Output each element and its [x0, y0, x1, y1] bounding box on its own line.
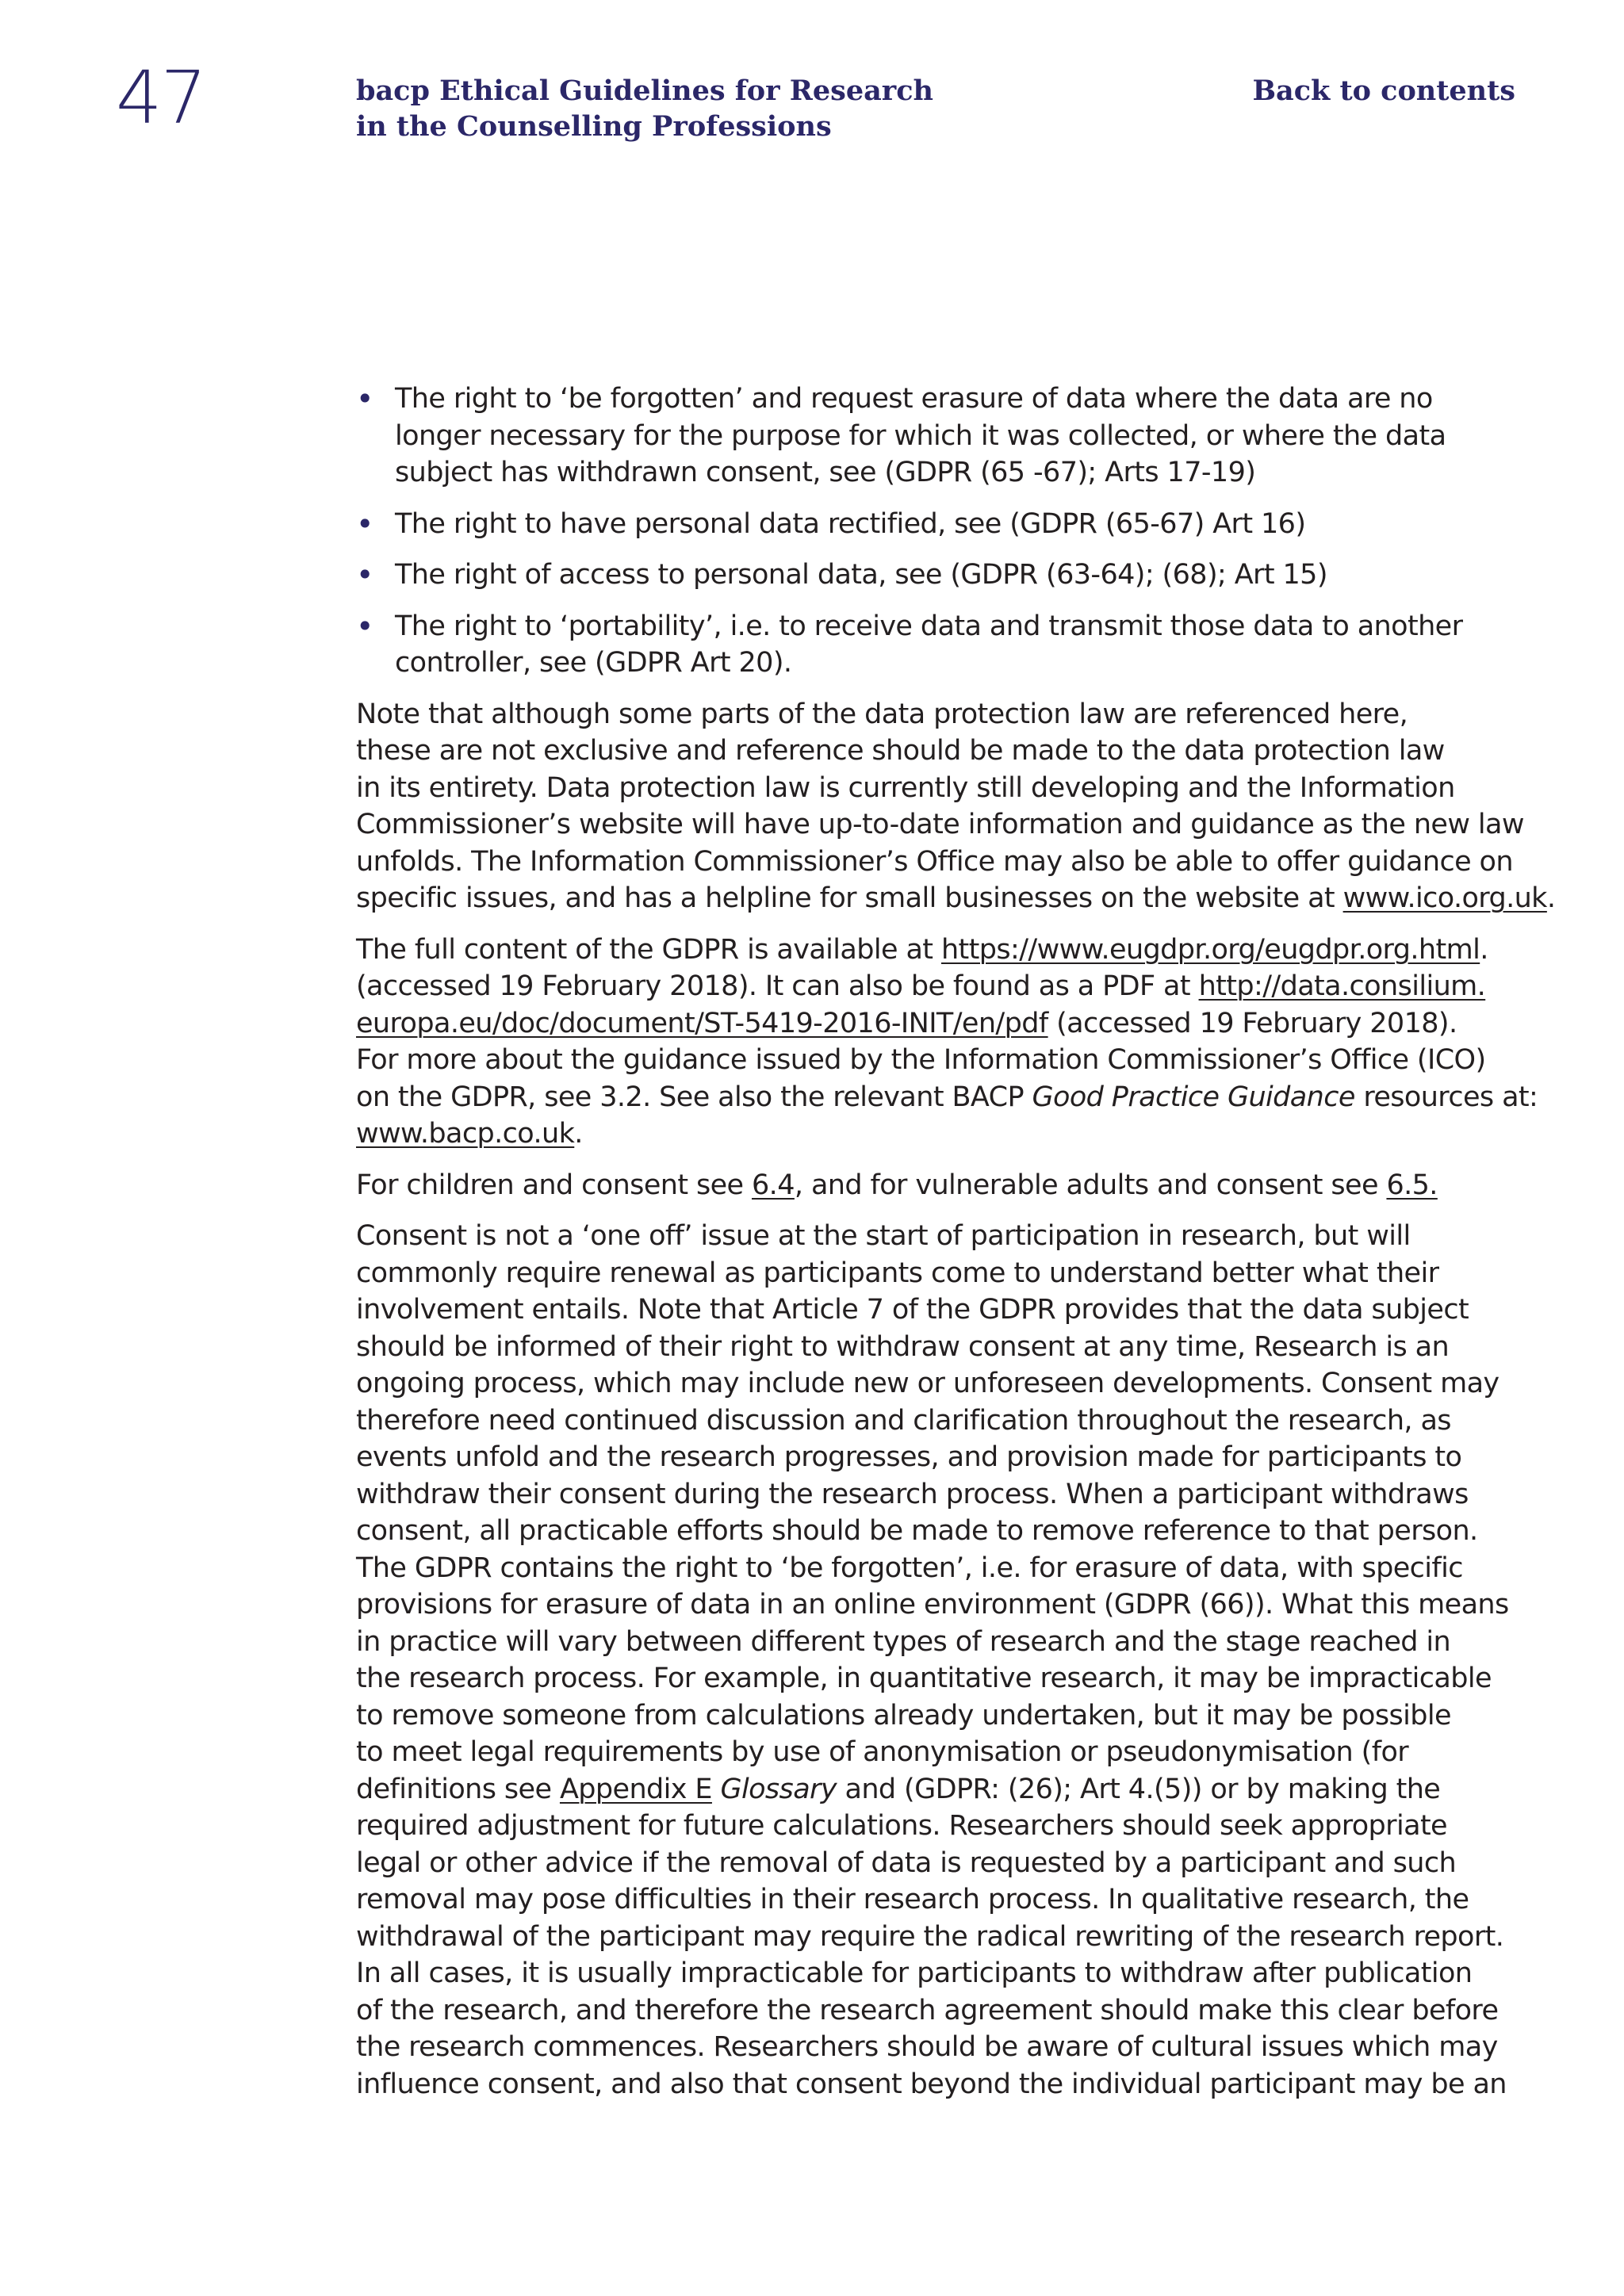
page-number: 47: [116, 55, 206, 140]
text-line: required adjustment for future calculations. Researchers should seek appropriate: [356, 1810, 1447, 1842]
text-line: of the research, and therefore the research agreement should make this clear before: [356, 1994, 1499, 2026]
paragraph-data-protection-note: [356, 696, 1556, 917]
text-line: provisions for erasure of data in an online environment (GDPR (66)). What this means: [356, 1589, 1509, 1621]
paragraph-gdpr-sources: [356, 932, 1538, 1153]
text-line: to remove someone from calculations already undertaken, but it may be possible: [356, 1699, 1451, 1732]
bullet-line: • The right of access to personal data, see (GDPR (63-64); (68); Art 15): [395, 559, 1327, 591]
text-line: The GDPR contains the right to ‘be forgotten’, i.e. for erasure of data, with specific: [356, 1552, 1463, 1584]
text-line: [356, 880, 1556, 917]
eugdpr-link[interactable]: https://www.eugdpr.org/eugdpr.org.html: [940, 933, 1480, 966]
text-line: [356, 1079, 1538, 1116]
text-line: the research commences. Researchers should be aware of cultural issues which may: [356, 2031, 1498, 2063]
text-fragment: The full content of the GDPR is available at: [356, 933, 941, 966]
text-line: influence consent, and also that consent beyond the individual participant may be an: [356, 2068, 1507, 2100]
section-6-4-link[interactable]: 6.4: [752, 1169, 795, 1201]
text-line: [356, 1771, 1522, 1808]
text-line: Commissioner’s website will have up-to-date information and guidance as the new law: [356, 809, 1524, 840]
text-line: to meet legal requirements by use of anonymisation or pseudonymisation (for: [356, 1736, 1409, 1768]
text-line: withdraw their consent during the research process. When a participant withdraws: [356, 1478, 1469, 1510]
text-line: in practice will vary between different types of research and the stage reached in: [356, 1625, 1451, 1658]
bullet-item: [356, 381, 1522, 492]
ico-website-link[interactable]: www.ico.org.uk: [1342, 882, 1547, 914]
text-fragment: on the GDPR, see 3.2. See also the relevant BACP: [356, 1081, 1032, 1113]
document-title: [356, 73, 933, 144]
text-line: in its entirety. Data protection law is currently still developing and the Information: [356, 771, 1455, 804]
document-title-line-2: in the Counselling Professions: [356, 110, 832, 143]
text-fragment: .: [574, 1118, 583, 1150]
text-line: these are not exclusive and reference should be made to the data protection law: [356, 735, 1445, 767]
text-fragment: , and for vulnerable adults and consent see: [794, 1169, 1387, 1201]
bullet-line: subject has withdrawn consent, see (GDPR (65 -67); Arts 17-19): [395, 457, 1256, 488]
text-fragment: .: [1480, 933, 1488, 966]
text-fragment: specific issues, and has a helpline for small businesses on the website at: [356, 882, 1343, 914]
text-line: Note that although some parts of the data protection law are referenced here,: [356, 698, 1408, 730]
text-line: commonly require renewal as participants come to understand better what their: [356, 1257, 1439, 1289]
consilium-pdf-link-part-2[interactable]: europa.eu/doc/document/ST-5419-2016-INIT/en/pdf: [356, 1007, 1048, 1039]
rights-bullet-list: [356, 381, 1522, 682]
text-line: [356, 1115, 1522, 1153]
italic-text: Good Practice Guidance: [1032, 1081, 1355, 1113]
text-line: Consent is not a ‘one off’ issue at the start of participation in research, but will: [356, 1220, 1411, 1252]
text-fragment: definitions see: [356, 1773, 560, 1805]
bullet-item: [356, 506, 1522, 543]
text-line: removal may pose difficulties in their research process. In qualitative research, the: [356, 1884, 1469, 1915]
text-fragment: and (GDPR: (26); Art 4.(5)) or by making the: [836, 1773, 1441, 1805]
text-line: [356, 1005, 1522, 1043]
paragraph-children-consent: [356, 1167, 1522, 1204]
bullet-item: [356, 557, 1522, 594]
text-line: the research process. For example, in quantitative research, it may be impracticable: [356, 1663, 1492, 1694]
text-line: involvement entails. Note that Article 7 of the GDPR provides that the data subject: [356, 1294, 1469, 1326]
text-line: legal or other advice if the removal of data is requested by a participant and such: [356, 1846, 1457, 1879]
bullet-line: • The right to ‘portability’, i.e. to receive data and transmit those data to another: [395, 610, 1463, 642]
document-title-line-1: bacp Ethical Guidelines for Research: [356, 75, 933, 107]
text-fragment: (accessed 19 February 2018). It can also be found as a PDF at: [356, 970, 1199, 1002]
bullet-line: longer necessary for the purpose for which it was collected, or where the data: [395, 419, 1446, 452]
section-6-5-link[interactable]: 6.5.: [1386, 1169, 1438, 1201]
paragraph-ongoing-consent: [356, 1218, 1522, 2103]
main-content: [356, 381, 1556, 2117]
italic-text: Glossary: [711, 1773, 837, 1805]
text-line: consent, all practicable efforts should be made to remove reference to that person.: [356, 1515, 1478, 1547]
text-line: events unfold and the research progresses, and provision made for participants to: [356, 1441, 1462, 1473]
text-line: In all cases, it is usually impracticable for participants to withdraw after publication: [356, 1957, 1473, 1989]
text-fragment: (accessed 19 February 2018).: [1048, 1007, 1457, 1039]
bullet-line: • The right to have personal data rectified, see (GDPR (65-67) Art 16): [395, 507, 1306, 540]
text-line: withdrawal of the participant may require the radical rewriting of the research report.: [356, 1920, 1504, 1953]
text-line: unfolds. The Information Commissioner’s Office may also be able to offer guidance on: [356, 845, 1513, 878]
text-line: [356, 932, 1522, 969]
bacp-website-link[interactable]: www.bacp.co.uk: [356, 1118, 575, 1150]
text-line: should be informed of their right to withdraw consent at any time, Research is an: [356, 1330, 1450, 1363]
text-fragment: For children and consent see: [356, 1169, 753, 1201]
back-to-contents-link[interactable]: Back to contents: [1252, 75, 1515, 107]
text-line: For more about the guidance issued by the Information Commissioner’s Office (ICO): [356, 1044, 1486, 1076]
consilium-pdf-link-part-1[interactable]: http://data.consilium.: [1198, 970, 1486, 1002]
bullet-item: [356, 608, 1522, 682]
text-line: [356, 1167, 1522, 1204]
appendix-e-link[interactable]: Appendix E: [559, 1773, 712, 1805]
text-fragment: resources at:: [1354, 1081, 1538, 1113]
text-line: therefore need continued discussion and clarification throughout the research, as: [356, 1404, 1451, 1437]
text-line: ongoing process, which may include new or unforeseen developments. Consent may: [356, 1368, 1500, 1399]
page-header: [0, 0, 1624, 159]
text-fragment: .: [1546, 882, 1556, 914]
bullet-line: • The right to ‘be forgotten’ and request erasure of data where the data are no: [395, 383, 1433, 415]
bullet-line: controller, see (GDPR Art 20).: [395, 647, 792, 679]
text-line: [356, 968, 1522, 1005]
